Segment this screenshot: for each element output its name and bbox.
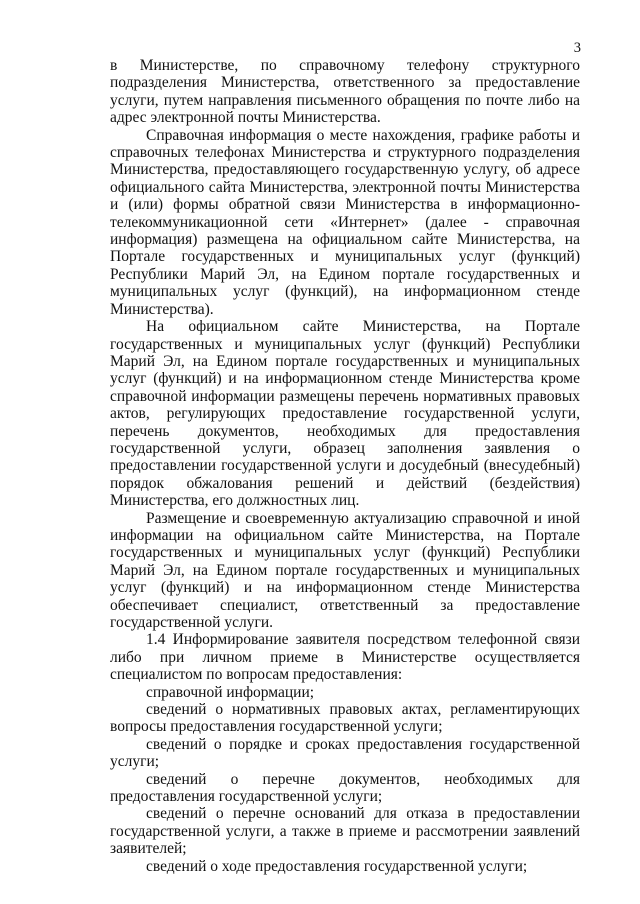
- list-item-terms: сведений о порядке и сроках предоставления государственной услуги;: [110, 735, 580, 771]
- list-item-reference-info: справочной информации;: [146, 683, 315, 701]
- paragraph-reference-info: Справочная информация о месте нахождения, графике работы и справочных телефонах Министерства и структурного подразделения Министерства, предоставляющего государственную услугу, об адресе официального сайта Министерства, электронной почты Министерства и (или) формы обратной связи Министерства в информационно-телекоммуникационной сети «Интернет» (далее - справочная информация) размещена на официальном сайте Министерства, на Портале государственных и муниципальных услуг (функций) Республики Марий Эл, на Едином портале государственных и муниципальных услуг (функций), на информационном стенде Министерства).: [110, 126, 580, 318]
- list-item-progress: сведений о ходе предоставления государственной услуги;: [146, 857, 528, 875]
- list-item-refusal-grounds: сведений о перечне оснований для отказа в предоставлении государственной услуги, а также в приеме и рассмотрении заявлений заявителей;: [110, 805, 580, 858]
- document-body: [110, 57, 580, 875]
- page-number: 3: [573, 40, 581, 56]
- list-item-legal-acts: сведений о нормативных правовых актах, регламентирующих вопросы предоставления государственной услуги;: [110, 701, 580, 736]
- paragraph-continuation: в Министерстве, по справочному телефону структурного подразделения Министерства, ответственного за предоставление услуги, путем направления письменного обращения по почте либо на адрес электронной почты Министерства.: [110, 57, 580, 127]
- paragraph-published-info: На официальном сайте Министерства, на Портале государственных и муниципальных услуг (функций) Республики Марий Эл, на Едином портале государственных и муниципальных услуг (функций) и на информационном стенде Министерства кроме справочной информации размещены перечень нормативных правовых актов, регулирующих предоставление государственной услуги, перечень документов, необходимых для предоставления государственной услуги, образец заполнения заявления о предоставлении государственной услуги и досудебный (внесудебный) порядок обжалования решений и действий (бездействия) Министерства, его должностных лиц.: [110, 318, 580, 510]
- paragraph-section-1-4: 1.4 Информирование заявителя посредством телефонной связи либо при личном приеме в Министерстве осуществляется специалистом по вопросам предоставления:: [110, 631, 580, 684]
- list-item-documents: сведений о перечне документов, необходимых для предоставления государственной услуги;: [110, 770, 580, 806]
- paragraph-info-update: Размещение и своевременную актуализацию справочной и иной информации на официальном сайте Министерства, на Портале государственных и муниципальных услуг (функций) Республики Марий Эл, на Едином портале государственных и муниципальных услуг (функций) и на информационном стенде Министерства обеспечивает специалист, ответственный за предоставление государственной услуги.: [110, 509, 580, 631]
